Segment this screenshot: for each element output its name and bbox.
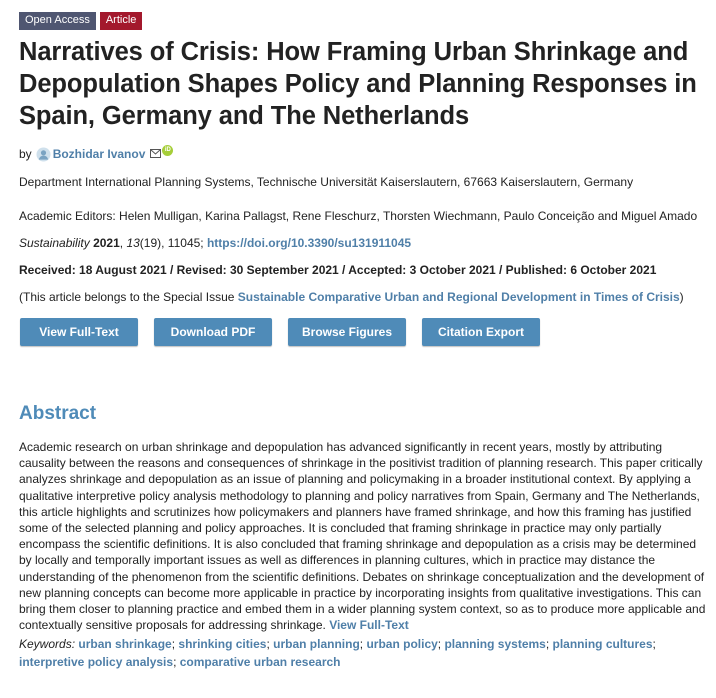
article-type-badge: Article xyxy=(100,12,143,30)
orcid-icon[interactable]: iD xyxy=(162,145,173,156)
abstract-text: Academic research on urban shrinkage and depopulation has advanced significantly in recent years, mostly by attributing causality between the reasons and consequences of shrinkage in the positivist tradition of planning research. This paper critically analyzes shrinkage and depopulation as an issue of planning and policymaking in a broader institutional context. By applying a qualitative interpretive policy analysis methodology to planning and policy narratives from Spain, Germany and The Netherlands, this article highlights and scrutinizes how policymakers and planners have framed shrinkage, and how this framing has justified some of the selected planning and policy approaches. It is concluded that framing shrinkage in practice may only partially encompass the scientific definitions. It is also concluded that framing shrinkage and depopulation as a crisis may be determined by locally and temporally important issues as well as differences in planning cultures, which in practice may distance the understanding of the phenomenon from the scientific definitions. Debates on shrinkage conceptualization and the development of new planning concepts can become more applicable in practice by incorporating insights from qualitative investigations. This can bring them closer to planning practice and embed them in a wider planning system context, so as to produce more applicable and contextually sensitive proposals for addressing shrinkage. xyxy=(19,440,706,633)
user-avatar-icon xyxy=(36,147,51,162)
by-label: by xyxy=(19,147,32,161)
keyword-link[interactable]: comparative urban research xyxy=(179,655,341,670)
view-full-text-button[interactable]: View Full-Text xyxy=(20,318,138,346)
citation-article-number: , 11045; xyxy=(161,236,207,250)
abstract-view-full-text-link[interactable]: View Full-Text xyxy=(329,618,409,633)
download-pdf-button[interactable]: Download PDF xyxy=(154,318,272,346)
citation-line: Sustainability 2021, 13(19), 11045; https://doi.org/10.3390/su131911045 xyxy=(19,236,412,250)
affiliation: Department International Planning Systems, Technische Universität Kaiserslautern, 67663 Kaiserslautern, Germany xyxy=(19,175,634,189)
author-line xyxy=(19,145,716,163)
special-issue-note xyxy=(19,290,716,305)
citation-volume: 13 xyxy=(126,236,140,250)
citation-export-button[interactable]: Citation Export xyxy=(422,318,540,346)
academic-editors: Academic Editors: Helen Mulligan, Karina Pallagst, Rene Fleschurz, Thorsten Wiechmann, Paulo Conceição and Miguel Amado xyxy=(19,209,698,223)
badges xyxy=(19,0,716,30)
abstract-heading: Abstract xyxy=(19,403,97,424)
abstract-body xyxy=(19,439,707,633)
action-buttons xyxy=(20,318,716,346)
special-issue-link[interactable]: Sustainable Comparative Urban and Regional Development in Times of Crisis xyxy=(237,290,680,304)
envelope-icon[interactable] xyxy=(150,147,161,156)
publication-dates: Received: 18 August 2021 / Revised: 30 September 2021 / Accepted: 3 October 2021 / Published: 6 October 2021 xyxy=(19,263,657,277)
special-issue-suffix: ) xyxy=(679,290,684,304)
article-title: Narratives of Crisis: How Framing Urban Shrinkage and Depopulation Shapes Policy and Planning Responses in Spain, Germany and The Netherlands xyxy=(19,38,697,130)
keyword-link[interactable]: urban planning xyxy=(273,637,360,652)
keyword-link[interactable]: planning cultures xyxy=(552,637,653,652)
keywords: Keywords: urban shrinkage; shrinking cities; urban planning; urban policy; planning systems; planning cultures; interpretive policy analysis; comparative urban research xyxy=(19,637,656,670)
keyword-link[interactable]: shrinking cities xyxy=(178,637,267,652)
browse-figures-button[interactable]: Browse Figures xyxy=(288,318,406,346)
doi-link[interactable]: https://doi.org/10.3390/su131911045 xyxy=(206,236,412,250)
citation-year: 2021 xyxy=(93,236,120,250)
keyword-link[interactable]: urban policy xyxy=(366,637,438,652)
keyword-link[interactable]: urban shrinkage xyxy=(78,637,172,652)
special-issue-prefix: (This article belongs to the Special Issue xyxy=(19,290,238,304)
keyword-link[interactable]: interpretive policy analysis xyxy=(19,655,174,670)
author-name-link[interactable]: Bozhidar Ivanov xyxy=(52,147,146,161)
citation-issue: (19) xyxy=(139,236,162,250)
keyword-link[interactable]: planning systems xyxy=(444,637,546,652)
keywords-label: Keywords: xyxy=(19,637,76,652)
journal-name: Sustainability xyxy=(19,236,90,250)
open-access-badge[interactable]: Open Access xyxy=(19,12,96,30)
